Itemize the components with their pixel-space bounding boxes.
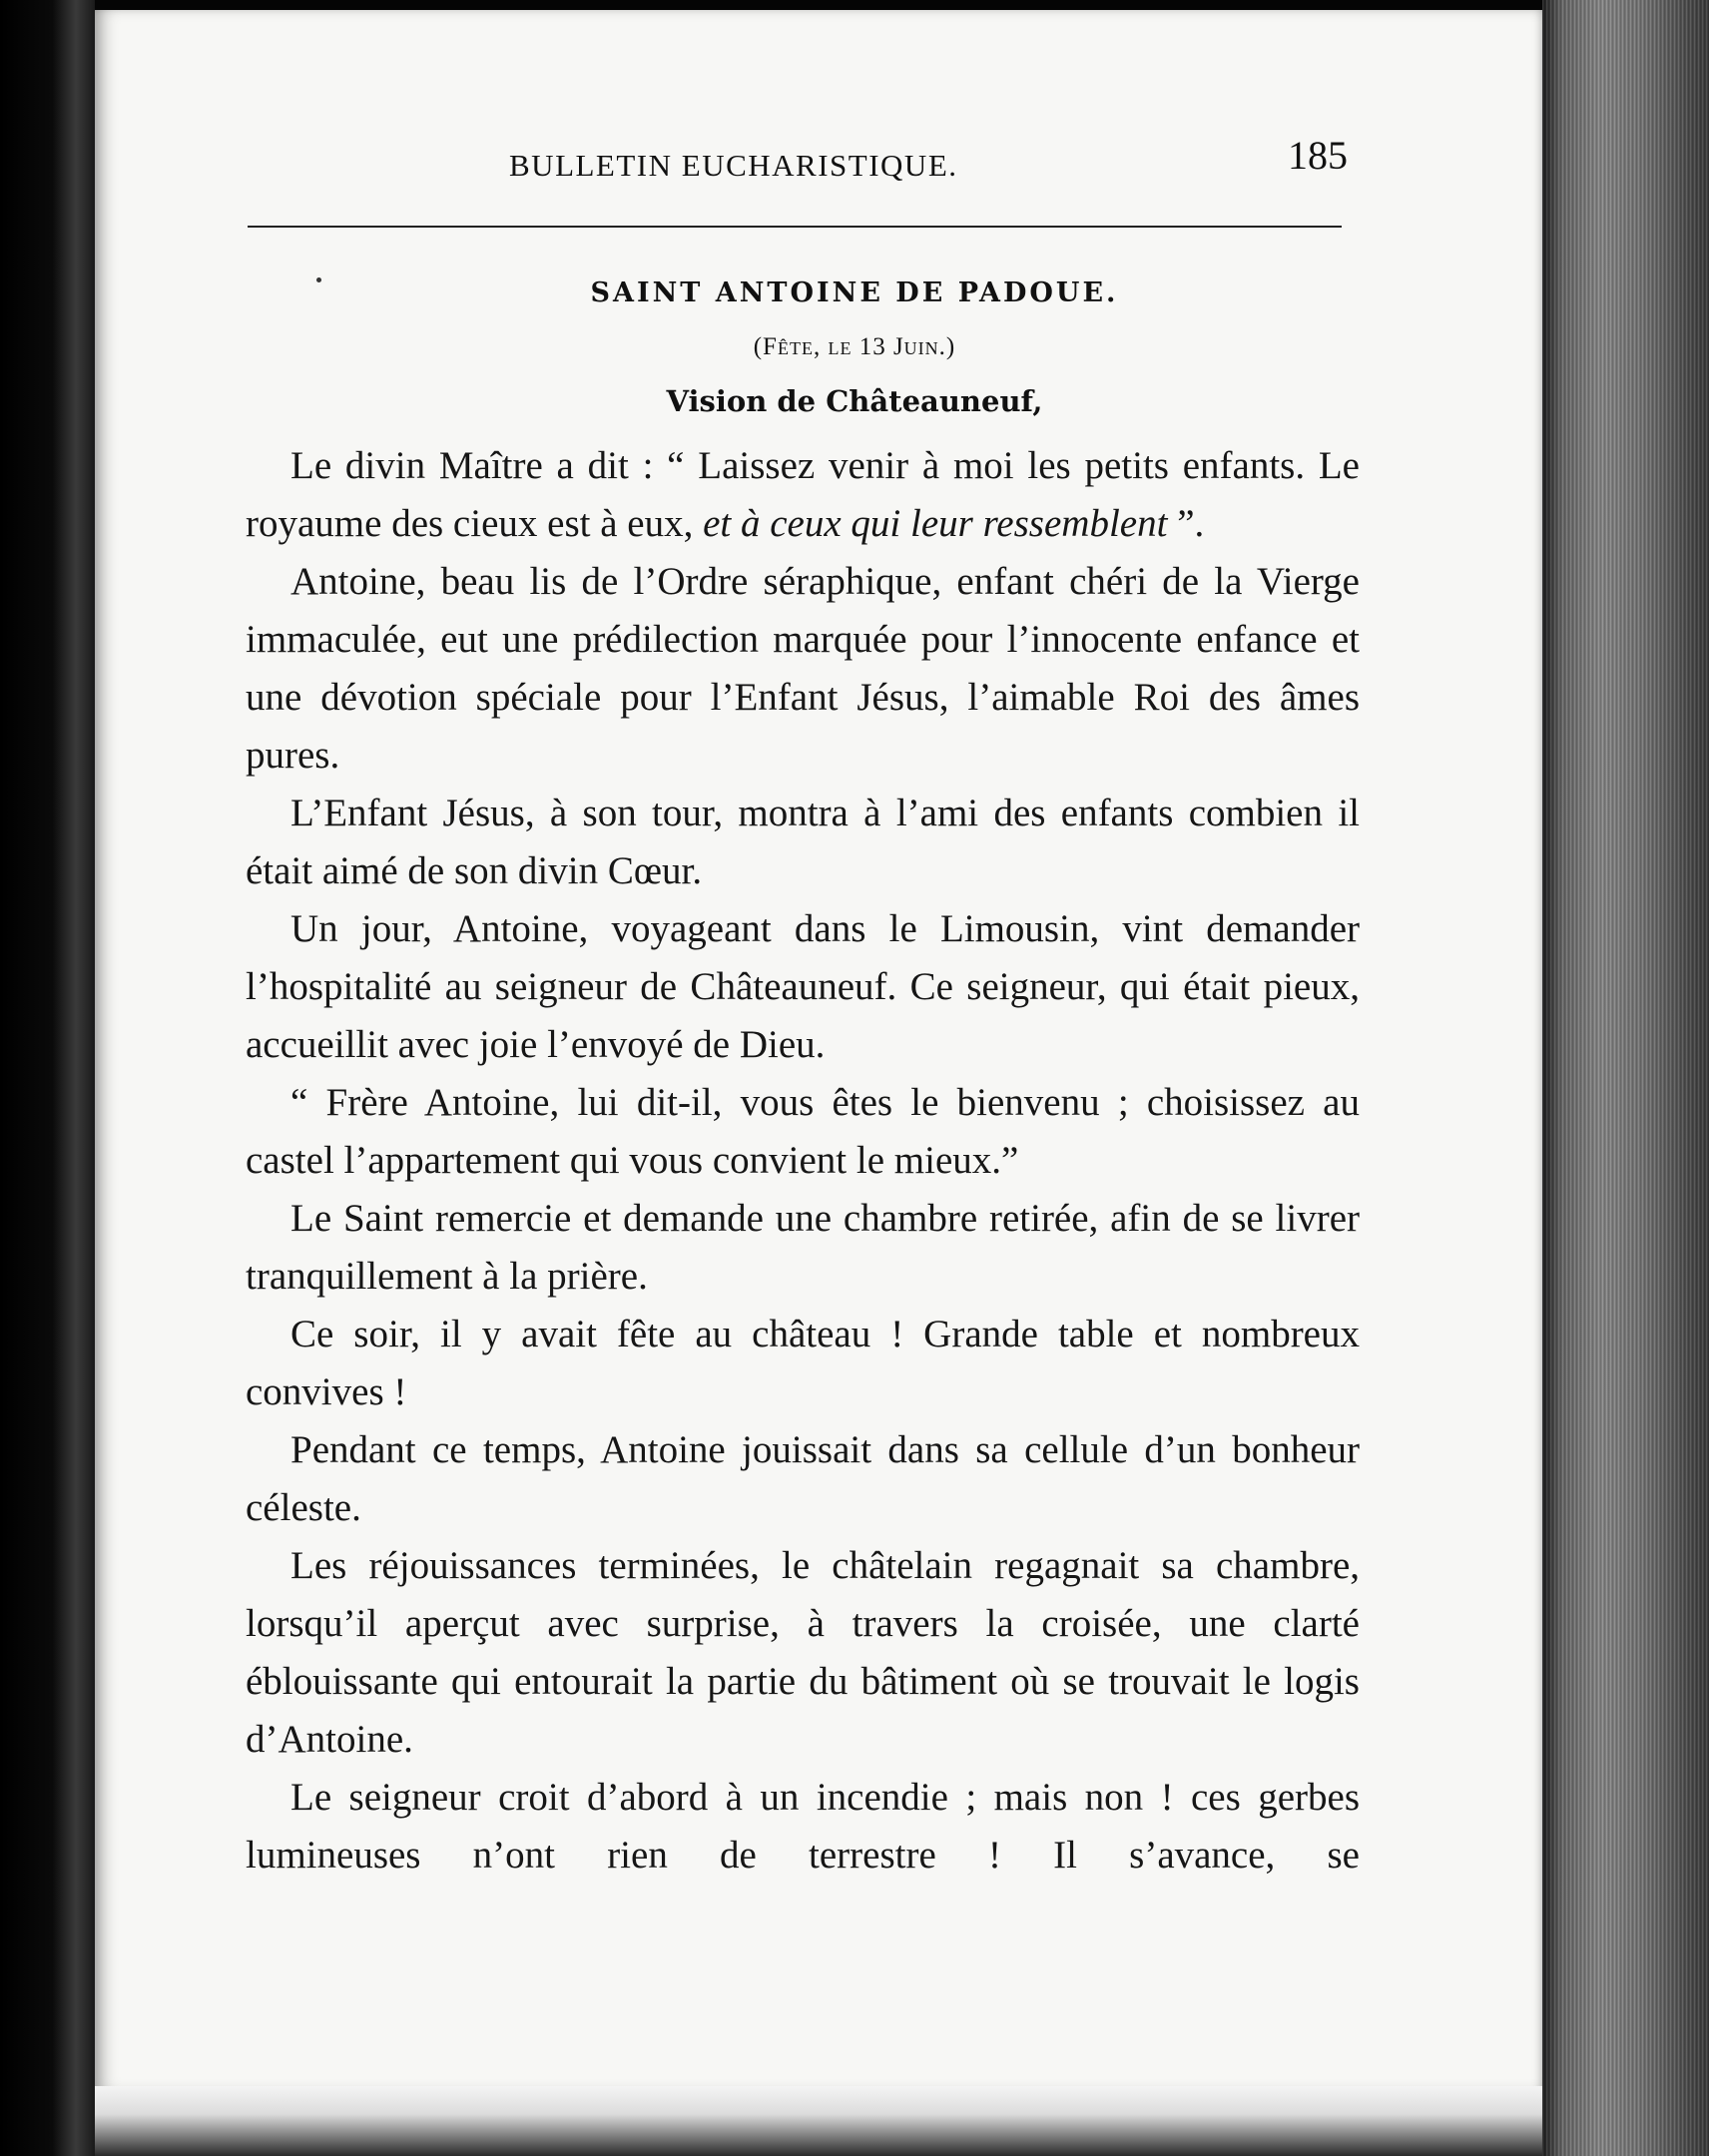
- book-binding-edge: [0, 0, 95, 2156]
- paragraph: Pendant ce temps, Antoine jouissait dans sa cellule d’un bonheur céleste.: [246, 1428, 1360, 1529]
- paragraph-text: ”.: [1167, 502, 1205, 545]
- article-title: SAINT ANTOINE DE PADOUE.: [590, 277, 1119, 308]
- paragraph: Le seigneur croit d’abord à un incendie ; mais non ! ces gerbes lumineuses n’ont rien de terrestre ! Il s’avance, se: [246, 1776, 1360, 1877]
- page-stack-edge: [1542, 0, 1709, 2156]
- paragraph: L’Enfant Jésus, à son tour, montra à l’ami des enfants combien il était aimé de son divin Cœur.: [246, 792, 1360, 892]
- paragraph: Ce soir, il y avait fête au château ! Grande table et nombreux convives !: [246, 1313, 1360, 1413]
- running-header: BULLETIN EUCHARISTIQUE.: [509, 148, 958, 183]
- page-bottom-edge: [95, 2086, 1542, 2156]
- paragraph: Les réjouissances terminées, le châtelain regagnait sa chambre, lorsqu’il aperçut avec surprise, à travers la croisée, une clarté éblouissante qui entourait la partie du bâtiment où se trouvait le logis d’Antoine.: [246, 1544, 1360, 1761]
- paragraph: Antoine, beau lis de l’Ordre séraphique, enfant chéri de la Vierge immaculée, eut une prédilection marquée pour l’innocente enfance et une dévotion spéciale pour l’Enfant Jésus, l’aimable Roi des âmes pures.: [246, 560, 1360, 777]
- paragraph-text: Le divin Maître a dit : “ Laissez venir à moi les petits enfants. Le royaume des cieux est à eux,: [246, 444, 1360, 545]
- article-body: [246, 437, 1360, 1885]
- paragraph: Un jour, Antoine, voyageant dans le Limousin, vint demander l’hospitalité au seigneur de Châteauneuf. Ce seigneur, qui était pieux, accueillit avec joie l’envoyé de Dieu.: [246, 907, 1360, 1066]
- section-heading: Vision de Châteauneuf,: [666, 384, 1043, 418]
- feast-date: (Fête, le 13 Juin.): [753, 333, 956, 360]
- paragraph: [246, 437, 1360, 553]
- italic-quote: et à ceux qui leur ressemblent: [703, 502, 1168, 545]
- page-number: 185: [1288, 133, 1348, 178]
- paragraph: “ Frère Antoine, lui dit-il, vous êtes le bienvenu ; choisissez au castel l’appartement qui vous convient le mieux.”: [246, 1081, 1360, 1182]
- paragraph: Le Saint remercie et demande une chambre retirée, afin de se livrer tranquillement à la prière.: [246, 1197, 1360, 1298]
- header-rule: [248, 226, 1342, 228]
